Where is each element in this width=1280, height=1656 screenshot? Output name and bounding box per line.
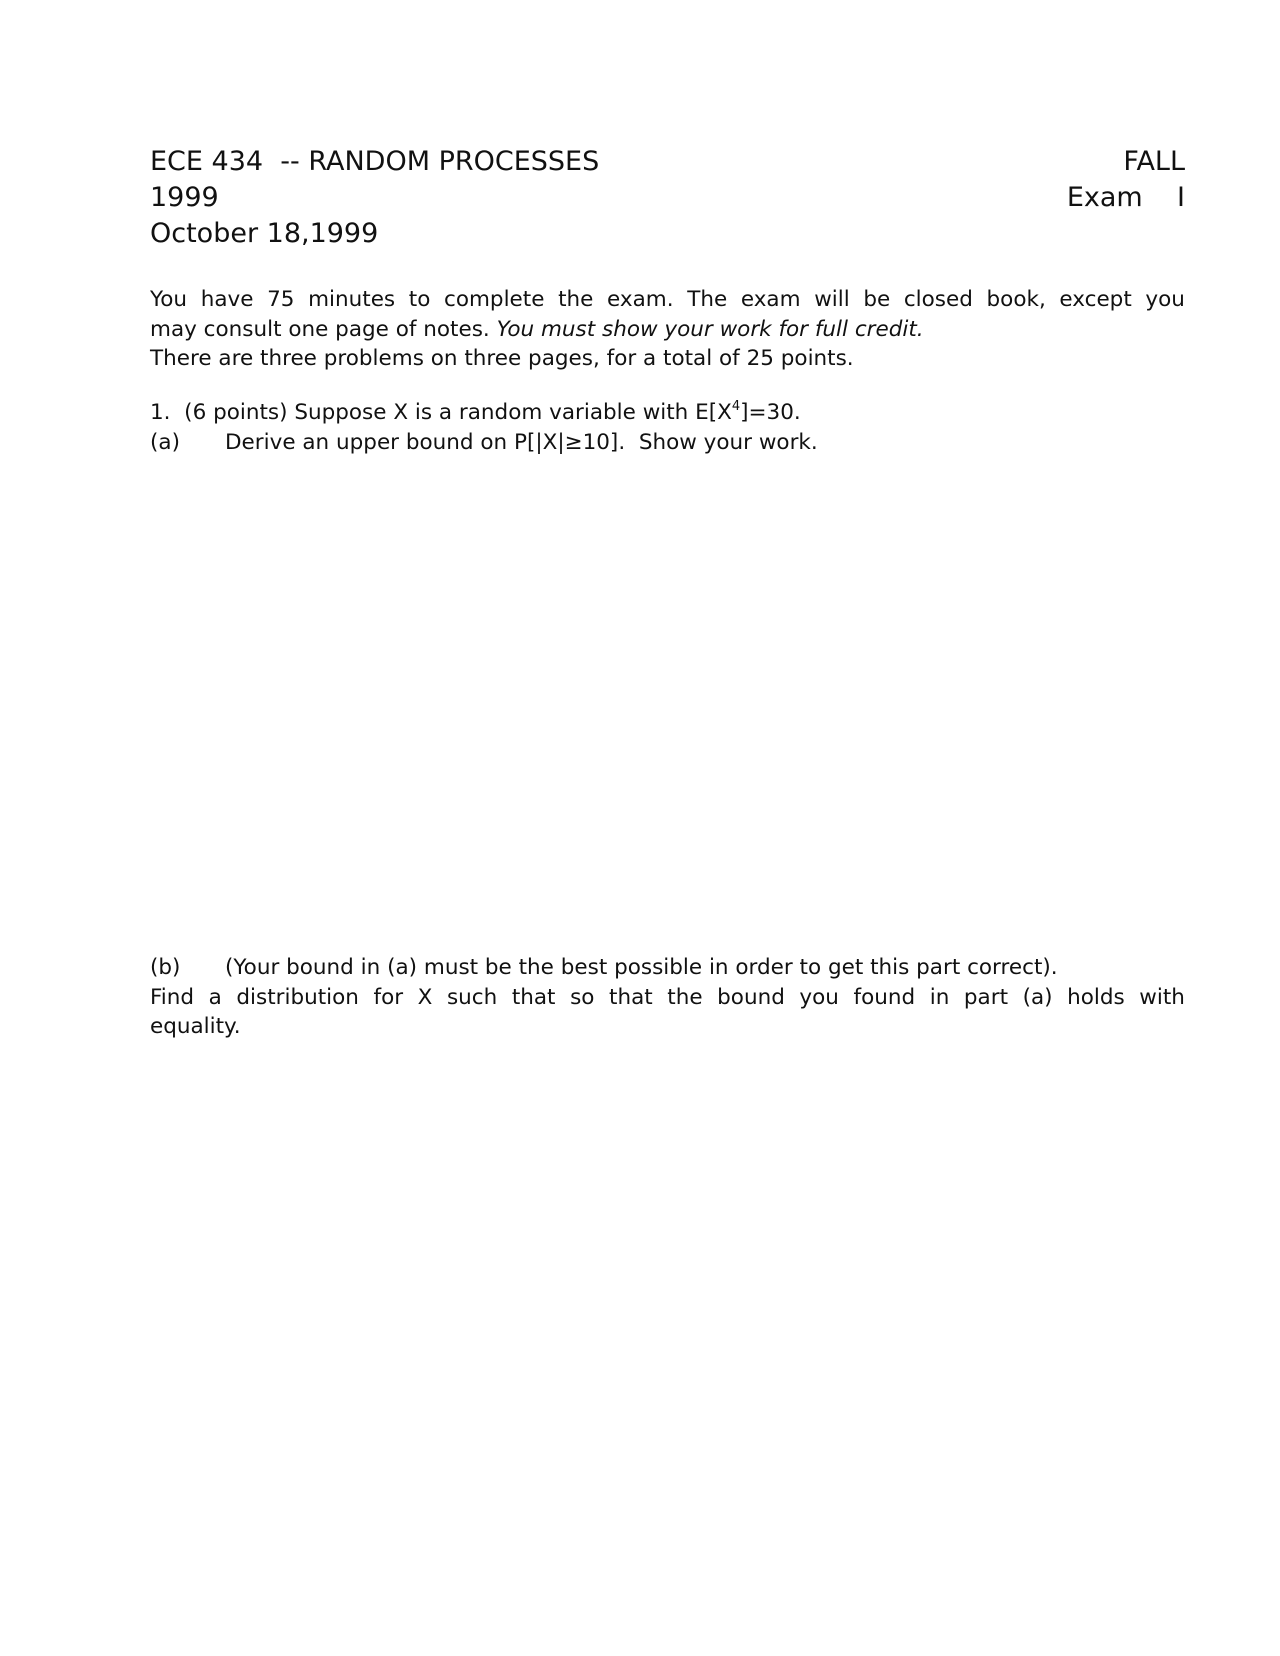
instructions-line-1-word: the (558, 287, 594, 312)
exam-header (150, 144, 1185, 252)
part-b-line-2-word: so (570, 984, 595, 1010)
part-b-line-3: equality. (150, 1014, 241, 1039)
term-label: FALL (1123, 146, 1185, 177)
instructions-line-3: There are three problems on three pages, for a total of 25 points. (150, 346, 854, 371)
part-b-line-2-word: you (799, 984, 839, 1010)
instructions-line-1-word: minutes (308, 287, 396, 312)
part-b-line-2-word: part (963, 984, 1008, 1010)
instructions-line-2 (150, 315, 1185, 345)
instructions-line-1-word: exam. (607, 287, 674, 312)
instructions (150, 285, 1185, 374)
problem-1-part-b (150, 953, 1185, 1042)
instructions-line-1-word: The (687, 287, 728, 312)
part-a-label: (a) (150, 429, 180, 455)
instructions-line-1-word: except (1059, 287, 1132, 312)
problem-1-intro (150, 398, 1185, 428)
part-b-line-2-word: that (609, 984, 653, 1010)
instructions-line-1-word: book, (986, 287, 1046, 312)
part-b-line-2-word: distribution (236, 984, 359, 1010)
instructions-line-1-word: exam (740, 287, 801, 312)
part-b-line-2-word: Find (150, 984, 195, 1010)
part-b-line-2-word: such (446, 984, 498, 1010)
instructions-line-1-word: you (1145, 287, 1185, 312)
part-b-line-2-word: in (929, 984, 950, 1010)
part-b-line-2 (150, 983, 1185, 1013)
header-line-1 (150, 144, 1185, 180)
instructions-line-1-word: You (150, 287, 188, 312)
instructions-line-1-word: closed (903, 287, 973, 312)
part-b-label: (b) (150, 955, 181, 980)
part-b-line-2-word: holds (1067, 984, 1125, 1010)
header-line-2 (150, 180, 1185, 216)
course-title: ECE 434 -- RANDOM PROCESSES (150, 146, 600, 177)
problem-1-exponent: 4 (731, 399, 741, 414)
instructions-line-1-word: be (863, 287, 891, 312)
instructions-line-1-word: 75 (267, 287, 295, 312)
instructions-line-1-word: complete (444, 287, 545, 312)
exam-label: Exam I (1066, 182, 1185, 213)
instructions-line-1-word: have (200, 287, 254, 312)
exam-date: October 18,1999 (150, 218, 379, 249)
part-b-line-2-word: (a) (1022, 984, 1053, 1010)
instructions-line-1-word: to (408, 287, 431, 312)
part-b-line-2-word: a (208, 984, 222, 1010)
instructions-line-1 (150, 285, 1185, 315)
part-b-line-2-word: for (373, 984, 404, 1010)
part-b-line-2-word: X (417, 984, 433, 1010)
problem-1-intro-end: ]=30. (740, 400, 801, 425)
problem-1 (150, 398, 1185, 457)
part-b-line-1 (150, 953, 1185, 983)
instructions-notes: may consult one page of notes. (150, 316, 497, 342)
part-a-text: Derive an upper bound on P[|X|≥10]. Show your work. (225, 429, 818, 455)
problem-1-part-a (150, 428, 1185, 458)
year-label: 1999 (150, 182, 219, 213)
part-b-text: (Your bound in (a) must be the best possible in order to get this part correct). (225, 955, 1058, 980)
instructions-show-work: You must show your work for full credit. (496, 316, 924, 342)
part-b-line-2-word: found (853, 984, 916, 1010)
part-b-line-2-word: that (511, 984, 556, 1010)
part-b-line-2-word: with (1139, 984, 1185, 1010)
part-b-line-2-word: the (667, 984, 703, 1010)
problem-1-intro-text: 1. (6 points) Suppose X is a random variable with E[X (150, 400, 732, 425)
header-line-3 (150, 216, 1185, 252)
part-b-line-2-word: bound (717, 984, 785, 1010)
instructions-line-1-word: will (814, 287, 850, 312)
